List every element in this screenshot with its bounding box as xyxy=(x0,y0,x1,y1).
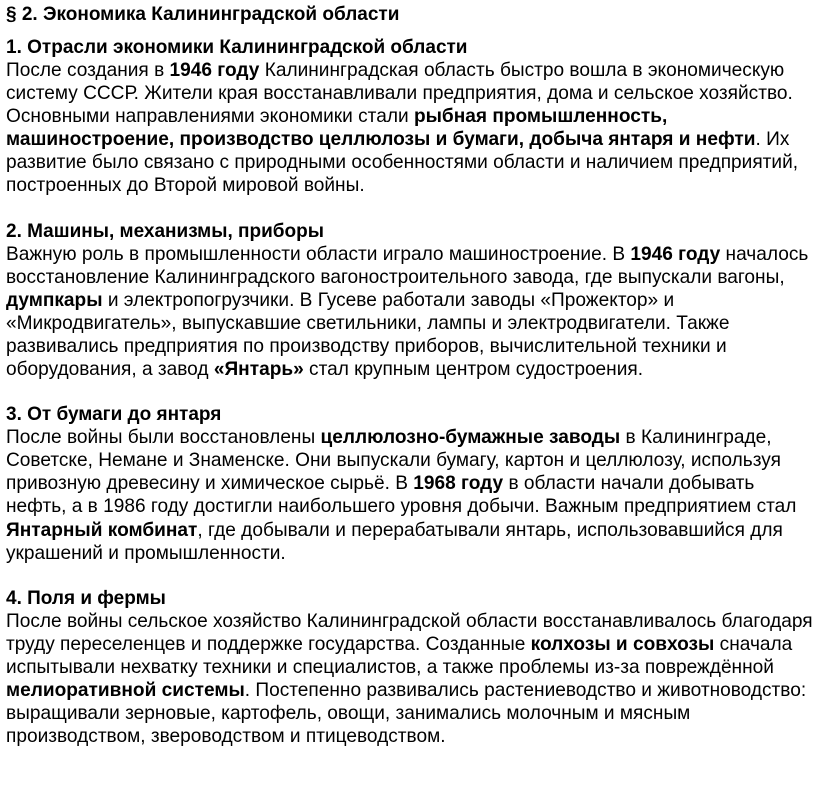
section-paragraph xyxy=(6,59,816,198)
section-heading: 2. Машины, механизмы, приборы xyxy=(6,220,324,242)
text-run: в Калининграде, Советске, Немане и Знаменске. Они выпускали бумагу, картон и целлюлозу, используя привозную древесину и химическое сырьё. В xyxy=(6,427,781,495)
bold-term: мелиоративной системы xyxy=(6,679,245,701)
section-paragraph xyxy=(6,426,816,565)
text-run: началось восстановление Калининградского вагоностроительного завода, где выпускали вагоны, xyxy=(6,243,809,288)
text-run: После войны были восстановлены xyxy=(6,427,321,449)
section-heading: 4. Поля и фермы xyxy=(6,587,166,609)
text-run: . Постепенно развивались растениеводство и животноводство: выращивали зерновые, картофель, овощи, занимались молочным и мясным производством, звероводством и птицеводством. xyxy=(6,679,807,748)
section-1 xyxy=(6,36,816,198)
bold-term: целлюлозно-бумажные заводы xyxy=(320,427,621,449)
section-2 xyxy=(6,220,816,382)
bold-term: 1946 году xyxy=(169,60,260,81)
text-run: сначала испытывали нехватку техники и специалистов, а также проблемы из-за повреждённой xyxy=(6,633,793,678)
chapter-title: § 2. Экономика Калининградской области xyxy=(6,4,400,25)
text-run: Важную роль в промышленности области играло машиностроение. В xyxy=(6,243,631,265)
section-heading: 3. От бумаги до янтаря xyxy=(6,404,222,426)
text-run: , где добывали и перерабатывали янтарь, использовавшийся для украшений и промышленности. xyxy=(6,519,783,564)
text-run: После войны сельское хозяйство Калининградской области восстанавливалось благодаря труду переселенцев и поддержке государства. Созданные xyxy=(6,610,813,655)
text-run: и электропогрузчики. В Гусеве работали заводы «Прожектор» и «Микродвигатель», выпускавшие светильники, лампы и электродвигатели. Также развивались предприятия по производству приборов, вычислительной техники и оборудования, а завод xyxy=(6,289,730,381)
text-run: стал крупным центром судостроения. xyxy=(303,359,644,381)
bold-term: Янтарный комбинат xyxy=(6,519,198,541)
section-4 xyxy=(6,587,816,749)
bold-term: 1968 году xyxy=(413,473,504,495)
bold-term: «Янтарь» xyxy=(213,359,304,381)
text-run: . Их развитие было связано с природными особенностями области и наличием предприятий, построенных до Второй мировой войны. xyxy=(6,129,799,197)
section-paragraph xyxy=(6,243,816,382)
bold-term: 1946 году xyxy=(630,243,721,265)
text-run: После создания в xyxy=(6,60,170,81)
bold-term: думпкары xyxy=(6,289,103,311)
bold-term: колхозы и совхозы xyxy=(530,633,715,655)
section-paragraph xyxy=(6,610,816,749)
text-run: в области начали добывать нефть, а в 1986 году достигли наибольшего уровня добычи. Важным предприятием стал xyxy=(6,473,797,518)
section-3 xyxy=(6,403,816,565)
sections-container xyxy=(6,36,816,748)
text-run: Калининградская область быстро вошла в экономическую систему СССР. Жители края восстанавливали предприятия, дома и сельское хозяйство. Основными направлениями экономики стали xyxy=(6,60,793,128)
section-heading: 1. Отрасли экономики Калининградской области xyxy=(6,37,468,58)
bold-term: рыбная промышленность, машиностроение, производство целлюлозы и бумаги, добыча янтаря и нефти xyxy=(6,106,756,151)
